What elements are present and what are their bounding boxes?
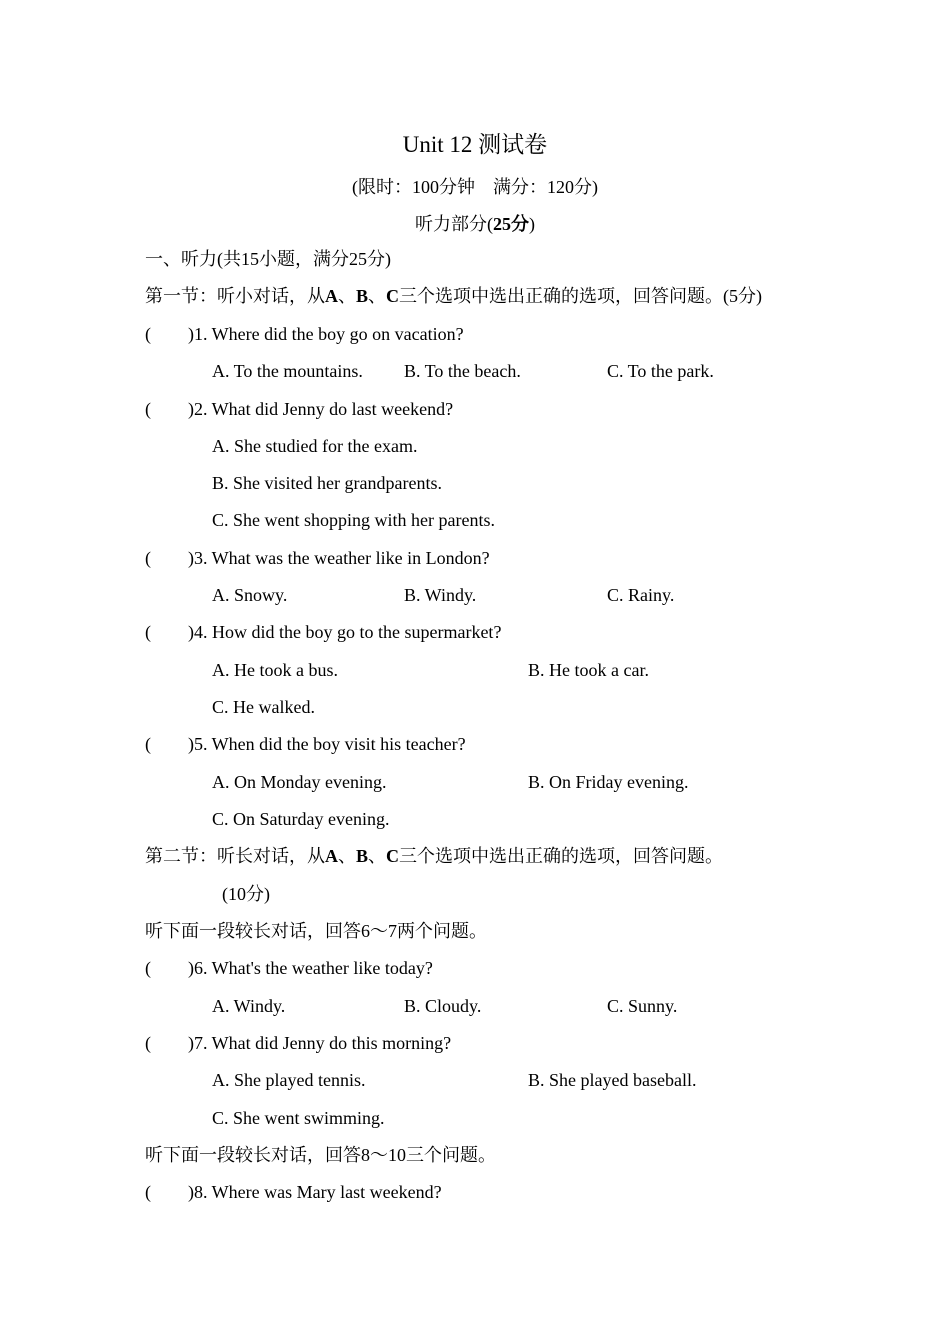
q7-option-a: A. She played tennis. — [212, 1070, 366, 1090]
part-suffix: ) — [529, 214, 535, 234]
answer-paren: ( — [145, 548, 151, 568]
question-8: )8. Where was Mary last weekend? — [188, 1182, 442, 1202]
question-1: )1. Where did the boy go on vacation? — [188, 324, 464, 344]
q1-option-c: C. To the park. — [607, 361, 714, 381]
question-7: )7. What did Jenny do this morning? — [188, 1033, 452, 1053]
q4-option-b: B. He took a car. — [528, 660, 649, 680]
question-6: )6. What's the weather like today? — [188, 958, 433, 978]
part-prefix: 听力部分( — [415, 214, 493, 234]
dialog-instruction-6-7: 听下面一段较长对话，回答6～7两个问题。 — [145, 921, 487, 941]
answer-paren: ( — [145, 324, 151, 344]
question-4: )4. How did the boy go to the supermarket? — [188, 622, 502, 642]
q1-option-a: A. To the mountains. — [212, 361, 363, 381]
answer-paren: ( — [145, 1182, 151, 1202]
q5-option-c: C. On Saturday evening. — [212, 809, 390, 829]
answer-paren: ( — [145, 734, 151, 754]
answer-paren: ( — [145, 399, 151, 419]
part-score: 25分 — [493, 214, 529, 234]
page-title: Unit 12 测试卷 — [402, 132, 548, 157]
q4-option-c: C. He walked. — [212, 697, 315, 717]
q2-option-c: C. She went shopping with her parents. — [212, 510, 495, 530]
answer-paren: ( — [145, 958, 151, 978]
subsection-2-score: (10分) — [222, 884, 270, 904]
q4-option-a: A. He took a bus. — [212, 660, 338, 680]
time-limits: (限时：100分钟 满分：120分) — [352, 177, 598, 197]
q2-option-b: B. She visited her grandparents. — [212, 473, 442, 493]
question-3: )3. What was the weather like in London? — [188, 548, 490, 568]
q2-option-a: A. She studied for the exam. — [212, 436, 418, 456]
subsection-2: 第二节：听长对话，从A、B、C三个选项中选出正确的选项，回答问题。 — [145, 846, 724, 866]
q3-option-a: A. Snowy. — [212, 585, 288, 605]
dialog-instruction-8-10: 听下面一段较长对话，回答8～10三个问题。 — [145, 1145, 496, 1165]
q6-option-a: A. Windy. — [212, 996, 286, 1016]
q5-option-a: A. On Monday evening. — [212, 772, 387, 792]
q5-option-b: B. On Friday evening. — [528, 772, 689, 792]
q1-option-b: B. To the beach. — [404, 361, 521, 381]
q6-option-b: B. Cloudy. — [404, 996, 482, 1016]
answer-paren: ( — [145, 1033, 151, 1053]
section-heading: 一、听力(共15小题，满分25分) — [145, 249, 391, 269]
answer-paren: ( — [145, 622, 151, 642]
q3-option-b: B. Windy. — [404, 585, 477, 605]
q3-option-c: C. Rainy. — [607, 585, 675, 605]
part-heading — [0, 210, 950, 236]
q6-option-c: C. Sunny. — [607, 996, 678, 1016]
subsection-1: 第一节：听小对话，从A、B、C三个选项中选出正确的选项，回答问题。(5分) — [145, 286, 763, 306]
q7-option-c: C. She went swimming. — [212, 1108, 385, 1128]
question-5: )5. When did the boy visit his teacher? — [188, 734, 466, 754]
q7-option-b: B. She played baseball. — [528, 1070, 697, 1090]
question-2: )2. What did Jenny do last weekend? — [188, 399, 454, 419]
